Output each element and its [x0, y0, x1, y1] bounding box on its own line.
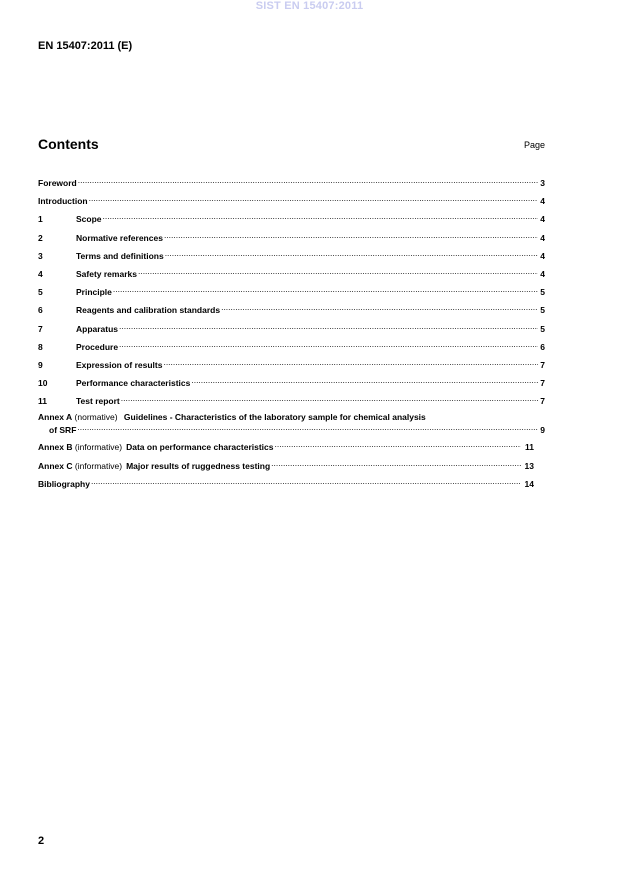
page-number: 2: [38, 835, 45, 847]
toc-page: 5: [540, 287, 545, 298]
toc-entry-clause[interactable]: [38, 285, 545, 303]
toc-number: 4: [38, 268, 43, 279]
leader-dots: [119, 340, 538, 350]
toc-page: 13: [524, 460, 534, 471]
annex-type: (informative): [74, 442, 123, 453]
toc-title: Expression of results: [76, 359, 163, 370]
toc-number: 2: [38, 232, 43, 243]
toc-title: Normative references: [76, 232, 163, 243]
toc-entry-annex-b[interactable]: [38, 440, 545, 458]
toc-page: 7: [540, 396, 545, 407]
annex-key: Annex B: [38, 442, 73, 453]
leader-dots: [165, 249, 539, 259]
toc-page: 6: [540, 341, 545, 352]
toc-page: 4: [540, 232, 545, 243]
toc-page: 4: [540, 250, 545, 261]
annex-type: (informative): [74, 460, 123, 471]
toc-title: Principle: [76, 287, 112, 298]
toc-entry-clause[interactable]: [38, 212, 545, 230]
leader-dots: [164, 231, 538, 241]
toc-page: 9: [540, 425, 545, 436]
toc-number: 5: [38, 287, 43, 298]
annex-a-line1: [38, 412, 545, 423]
toc-page: 11: [525, 442, 534, 453]
toc-entry-clause[interactable]: [38, 394, 545, 412]
watermark: SIST EN 15407:2011: [255, 0, 364, 12]
toc-entry-annex-c[interactable]: [38, 459, 545, 477]
toc-entry-clause[interactable]: [38, 267, 545, 285]
leader-dots: [191, 376, 538, 386]
toc-entry-clause[interactable]: [38, 376, 545, 394]
toc-page: 5: [540, 305, 545, 316]
leader-dots: [121, 394, 538, 404]
toc-entry-bibliography[interactable]: [38, 477, 545, 495]
toc-title: Reagents and calibration standards: [76, 305, 221, 316]
leader-dots: [221, 303, 538, 313]
toc-entry-annex-a[interactable]: [38, 412, 545, 436]
toc-title: Apparatus: [76, 323, 119, 334]
annex-title: Data on performance characteristics: [126, 442, 274, 453]
leader-dots: [275, 440, 522, 450]
toc-number: 9: [38, 359, 43, 370]
annex-key: Annex C: [38, 460, 73, 471]
toc-number: 6: [38, 305, 43, 316]
annex-title-continued: of SRF: [49, 425, 77, 436]
toc-entry-clause[interactable]: [38, 358, 545, 376]
toc-entry-clause[interactable]: [38, 340, 545, 358]
toc-title: Scope: [76, 214, 102, 225]
toc-entry-introduction[interactable]: [38, 194, 545, 212]
toc-page: 7: [540, 378, 545, 389]
toc-entry-clause[interactable]: [38, 322, 545, 340]
leader-dots: [271, 459, 520, 469]
contents-heading: Contents: [38, 136, 99, 152]
toc-title: Performance characteristics: [76, 378, 191, 389]
table-of-contents: [38, 176, 545, 495]
leader-dots: [138, 267, 538, 277]
annex-title: Guidelines - Characteristics of the laboratory sample for chemical analysis: [123, 412, 426, 423]
leader-dots: [78, 176, 539, 186]
annex-type: (normative): [74, 412, 118, 423]
toc-entry-clause[interactable]: [38, 231, 545, 249]
annex-key: Annex A: [38, 412, 73, 423]
leader-dots: [91, 477, 521, 487]
toc-page: 4: [540, 214, 545, 225]
leader-dots: [103, 212, 539, 222]
toc-entry-foreword[interactable]: [38, 176, 545, 194]
leader-dots: [77, 423, 538, 433]
toc-number: 11: [38, 396, 47, 407]
toc-title: Foreword: [38, 178, 77, 188]
toc-title: Safety remarks: [76, 268, 137, 279]
annex-a-line2: [38, 423, 545, 436]
toc-number: 7: [38, 323, 43, 334]
toc-title: Terms and definitions: [76, 250, 164, 261]
toc-number: 3: [38, 250, 43, 261]
toc-title: Bibliography: [38, 478, 90, 489]
leader-dots: [113, 285, 538, 295]
toc-number: 10: [38, 378, 48, 389]
toc-page: 3: [540, 178, 545, 188]
toc-title: Test report: [76, 396, 120, 407]
toc-page: 5: [540, 323, 545, 334]
toc-title: Procedure: [76, 341, 119, 352]
toc-page: 4: [540, 268, 545, 279]
toc-page: 4: [540, 196, 545, 207]
toc-title: Introduction: [38, 196, 88, 207]
leader-dots: [89, 194, 539, 204]
document-id: EN 15407:2011 (E): [38, 40, 133, 52]
page-column-label: Page: [523, 140, 545, 150]
annex-title: Major results of ruggedness testing: [126, 460, 271, 471]
leader-dots: [163, 358, 538, 368]
toc-number: 1: [38, 214, 43, 225]
leader-dots: [119, 322, 538, 332]
toc-page: 7: [540, 359, 545, 370]
toc-page: 14: [524, 478, 534, 489]
toc-entry-clause[interactable]: [38, 249, 545, 267]
toc-entry-clause[interactable]: [38, 303, 545, 321]
toc-number: 8: [38, 341, 43, 352]
